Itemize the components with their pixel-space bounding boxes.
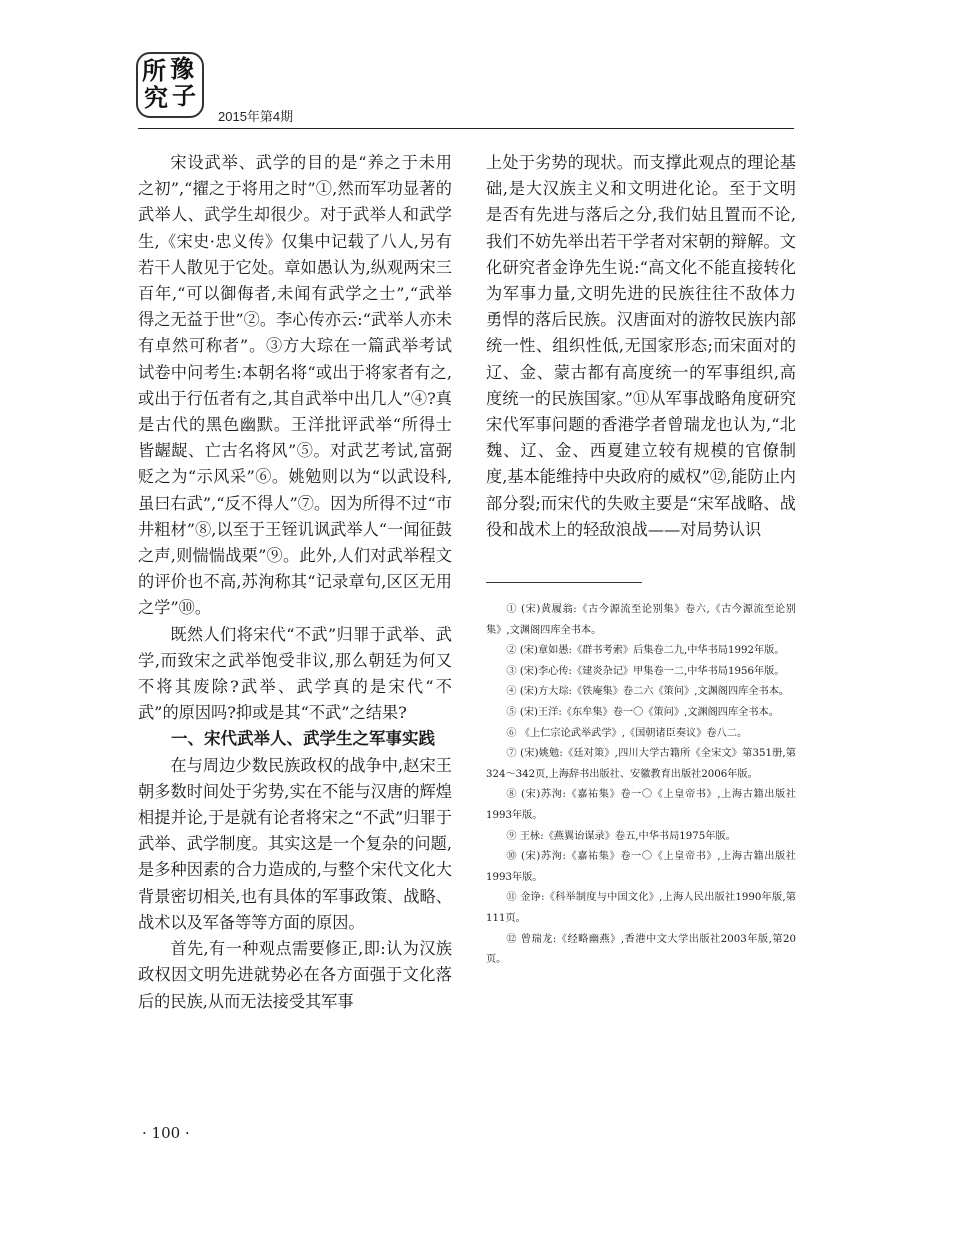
paragraph-3: 在与周边少数民族政权的战争中,赵宋王朝多数时间处于劣势,实在不能与汉唐的辉煌相提并论,于是就有论者将宋之“不武”归罪于武举、武学制度。其实这是一个复杂的问题,是多种因素的合力造成的,与整个宋代文化大背景密切相关,也有具体的军事政策、战略、战术以及军备等等方面的原因。: [138, 755, 452, 932]
footnote-9: ⑨ 王栐:《燕翼诒谋录》卷五,中华书局1975年版。: [506, 830, 736, 842]
paragraph-2: 既然人们将宋代“不武”归罪于武举、武学,而致宋之武举饱受非议,那么朝廷为何又不将其废除?武举、武学真的是宋代“不武”的原因吗?抑或是其“不武”之结果?: [138, 624, 452, 723]
footnote-5: ⑤ (宋)王洋:《东牟集》卷一〇《策问》,文渊阁四库全书本。: [506, 706, 779, 718]
footnote-1: ① (宋)黄履翁:《古今源流至论别集》卷六,《古今源流至论别集》,文渊阁四库全书本。: [486, 604, 796, 636]
paragraph-1: 宋设武举、武学的目的是“养之于未用之初”,“擢之于将用之时”①,然而军功显著的武举人、武学生却很少。对于武举人和武学生,《宋史·忠义传》仅集中记载了八人,另有若干人散见于它处。章如愚认为,纵观两宋三百年,“可以御侮者,未闻有武学之士”,“武举得之无益于世”②。李心传亦云:“武举人亦未有卓然可称者”。③方大琮在一篇武举考试试卷中问考生:本朝名将“或出于将家者有之,或出于行伍者有之,其自武举中出几人”④?真是古代的黑色幽默。王洋批评武举“所得士皆龌龊、亡古名将风”⑤。对武艺考试,富弼贬之为“示风采”⑥。姚勉则以为“以武设科,虽曰右武”,“反不得人”⑦。因为所得不过“市井粗材”⑧,以至于王铚讥讽武举人“一闻征鼓之声,则惴惴战栗”⑨。此外,人们对武举程文的评价也不高,苏洵称其“记录章句,区区无用之学”⑩。: [138, 153, 452, 618]
paragraph-continued: 上处于劣势的现状。而支撑此观点的理论基础,是大汉族主义和文明进化论。至于文明是否有先进与落后之分,我们姑且置而不论,我们不妨先举出若干学者对宋朝的辩解。文化研究者金诤先生说:“高文化不能直接转化为军事力量,文明先进的民族往往不敌体力勇悍的落后民族。汉唐面对的游牧民族内部统一性、组织性低,无国家形态;而宋面对的辽、金、蒙古都有高度统一的军事组织,高度统一的民族国家。”⑪从军事战略角度研究宋代军事问题的香港学者曾瑞龙也认为,“北魏、辽、金、西夏建立较有规模的官僚制度,基本能维持中央政府的威权”⑫,能防止内部分裂;而宋代的失败主要是“宋军战略、战役和战术上的轻敌浪战——对局势认识: [486, 153, 796, 539]
page-number: · 100 ·: [142, 1124, 190, 1142]
footnotes: [486, 600, 796, 971]
logo-char-3: 究: [144, 83, 168, 112]
footnote-8: ⑧ (宋)苏洵:《嘉祐集》卷一〇《上皇帝书》,上海古籍出版社1993年版。: [486, 789, 796, 821]
logo-char-1: 所: [142, 56, 166, 85]
right-column: [486, 150, 796, 543]
header-divider: [138, 128, 794, 129]
footnote-7: ⑦ (宋)姚勉:《廷对策》,四川大学古籍所《全宋文》第351册,第324～342页,上海辞书出版社、安徽教育出版社2006年版。: [486, 748, 796, 780]
footnote-2: ② (宋)章如愚:《群书考索》后集卷二九,中华书局1992年版。: [506, 645, 785, 657]
footnote-4: ④ (宋)方大琮:《铁庵集》卷二六《策问》,文渊阁四库全书本。: [506, 686, 790, 698]
logo-char-2: 豫: [170, 54, 194, 83]
journal-logo: [136, 52, 204, 118]
footnote-divider: [486, 582, 642, 583]
left-column: [138, 150, 452, 1015]
footnote-10: ⑩ (宋)苏洵:《嘉祐集》卷一〇《上皇帝书》,上海古籍出版社1993年版。: [486, 851, 796, 883]
section-heading: 一、宋代武举人、武学生之军事实践: [171, 729, 435, 749]
footnote-12: ⑫ 曾瑞龙:《经略幽燕》,香港中文大学出版社2003年版,第20页。: [486, 933, 796, 966]
issue-label: 2015年第4期: [218, 109, 294, 124]
footnote-3: ③ (宋)李心传:《建炎杂记》甲集卷一二,中华书局1956年版。: [506, 665, 785, 677]
footnote-6: ⑥ 《上仁宗论武举武学》,《国朝诸臣奏议》卷八二。: [506, 727, 748, 739]
logo-char-4: 子: [172, 81, 196, 110]
footnote-11: ⑪ 金诤:《科举制度与中国文化》,上海人民出版社1990年版,第111页。: [486, 892, 796, 924]
paragraph-4: 首先,有一种观点需要修正,即:认为汉族政权因文明先进就势必在各方面强于文化落后的民族,从而无法接受其军事: [138, 939, 452, 1011]
